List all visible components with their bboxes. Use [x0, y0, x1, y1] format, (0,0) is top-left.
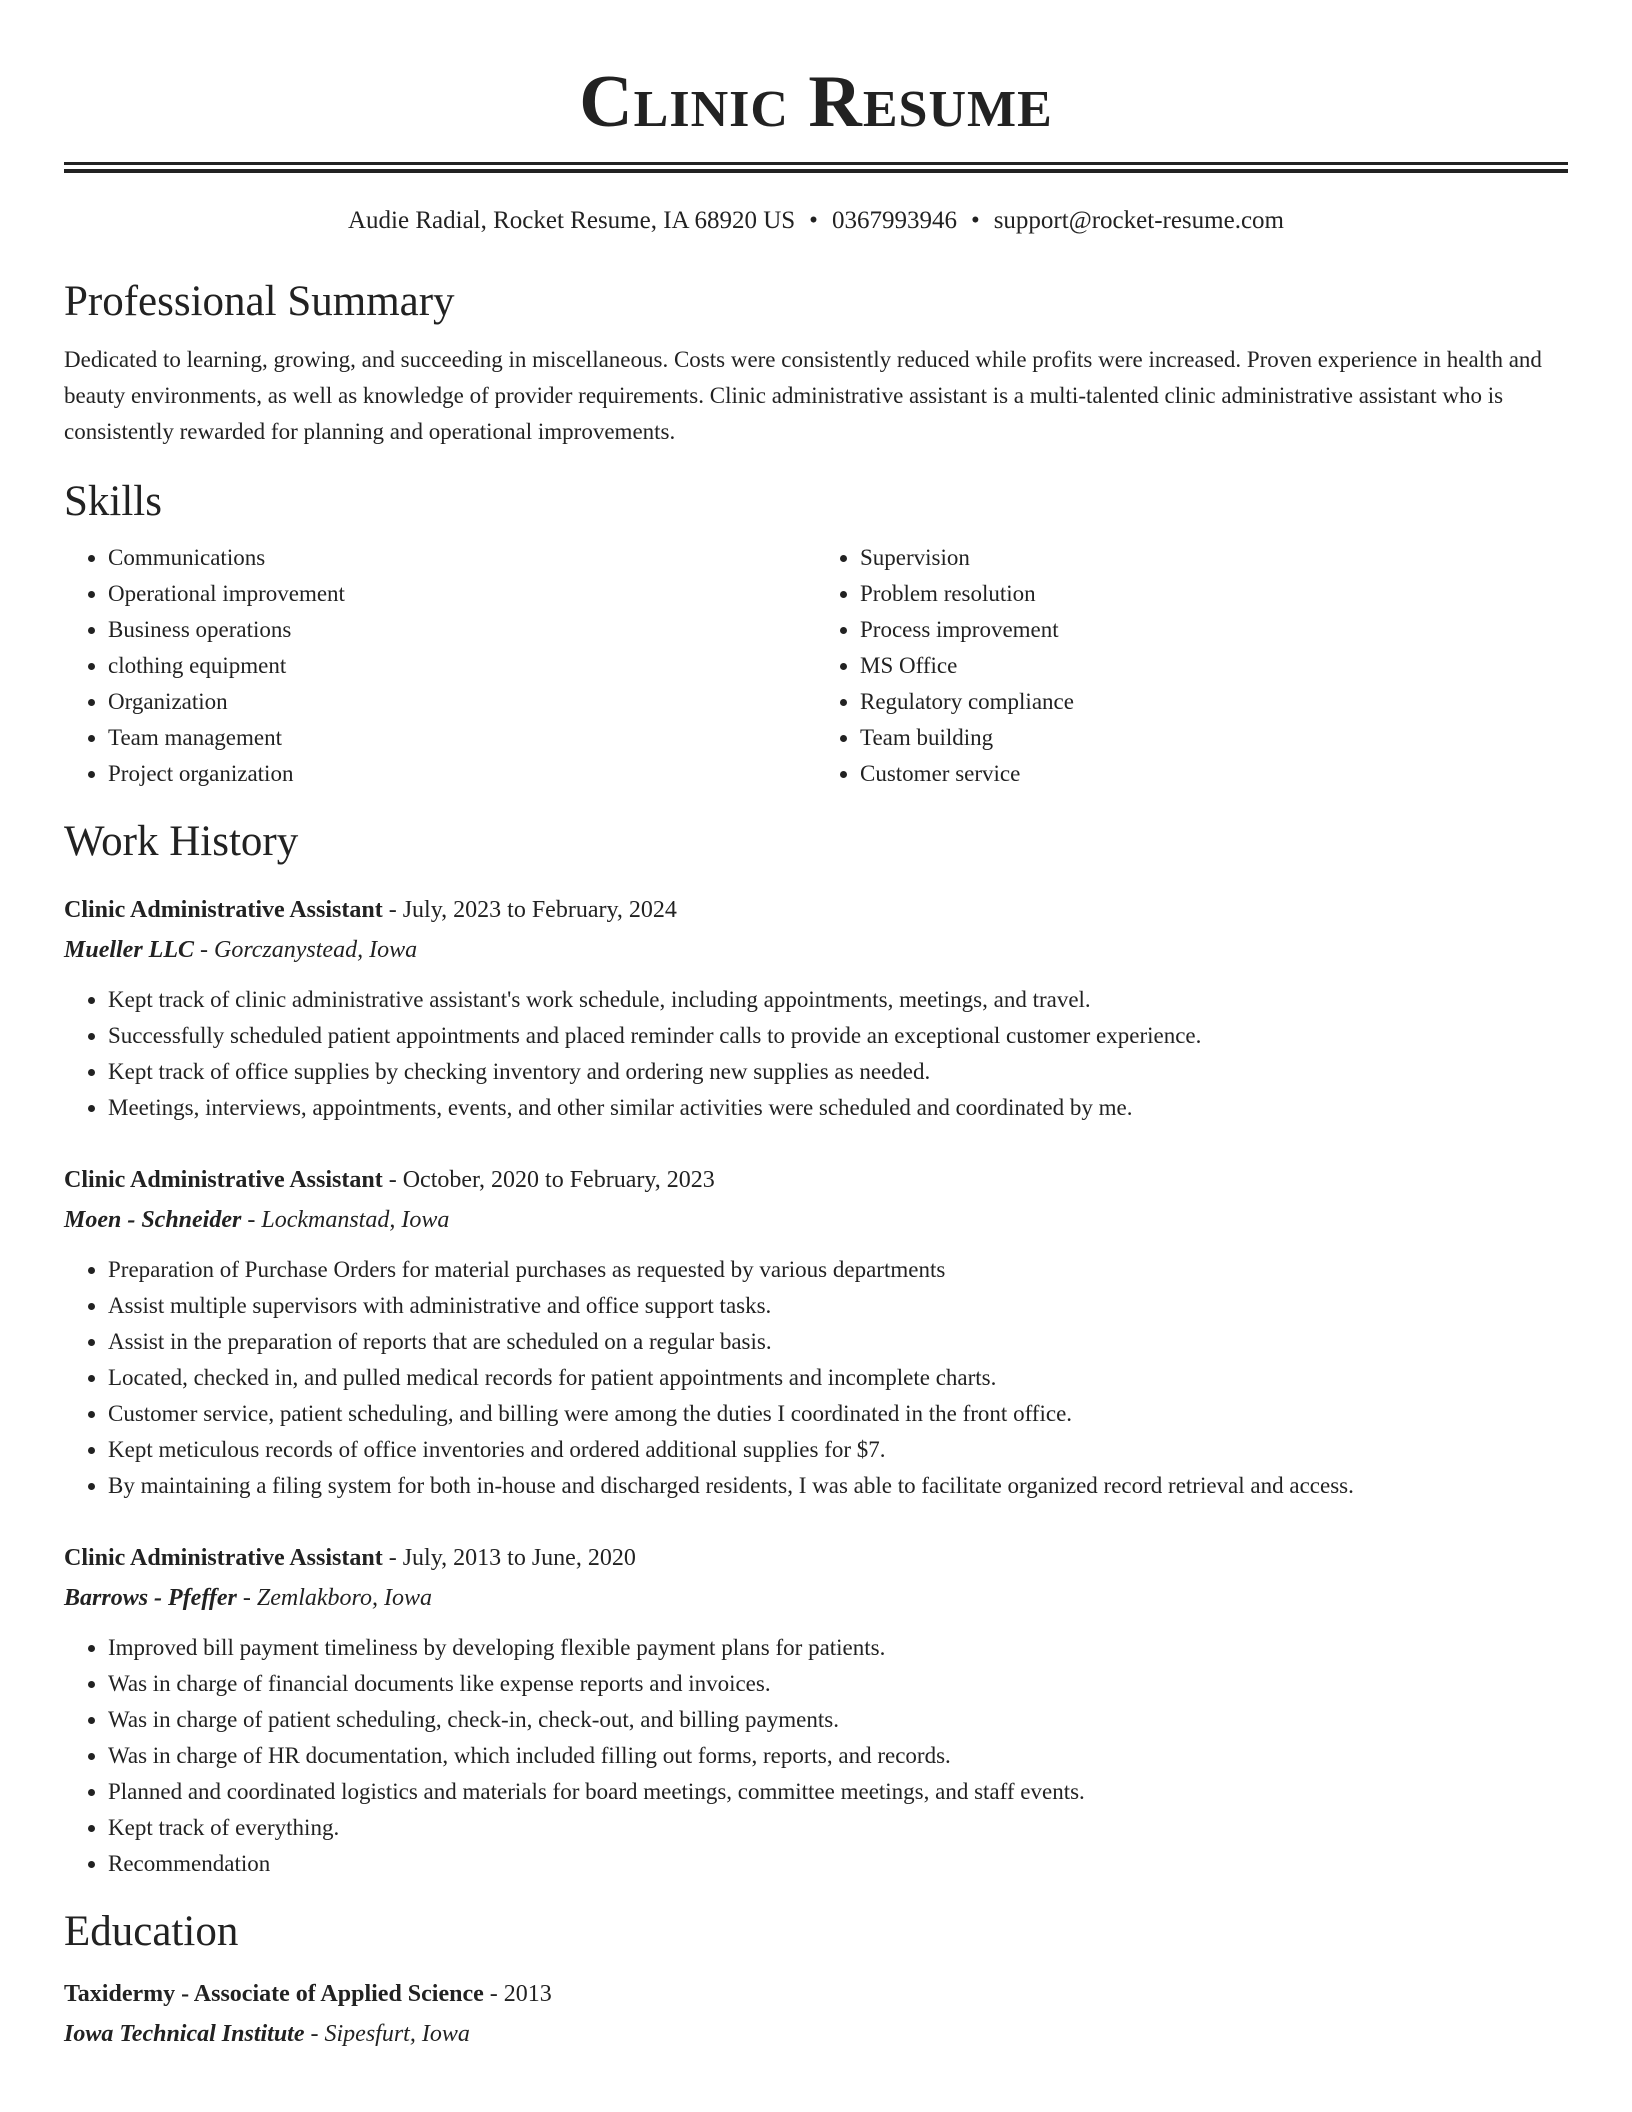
header-double-rule [64, 162, 1568, 173]
skill-item: • Problem resolution [860, 576, 1568, 612]
job-header [64, 892, 1568, 928]
education-school-line [64, 2016, 1568, 2052]
job-bullet: • Located, checked in, and pulled medical records for patient appointments and incomplete charts. [108, 1360, 1568, 1396]
job-dates: October, 2020 to February, 2023 [402, 1167, 715, 1193]
job-entry [64, 1162, 1568, 1504]
education-degree: Taxidermy - Associate of Applied Science [64, 1981, 484, 2007]
education-entry [64, 1976, 1568, 2052]
job-role: Clinic Administrative Assistant [64, 1545, 383, 1571]
job-role: Clinic Administrative Assistant [64, 897, 383, 923]
job-bullets [64, 1630, 1568, 1882]
skills-heading: Skills [64, 478, 162, 525]
dash-separator: - [236, 1585, 257, 1611]
contact-email: support@rocket-resume.com [993, 207, 1284, 234]
skill-item: • Organization [108, 684, 816, 720]
job-header [64, 1162, 1568, 1198]
job-bullet: • Kept meticulous records of office inventories and ordered additional supplies for $7. [108, 1432, 1568, 1468]
job-bullet: • Kept track of everything. [108, 1810, 1568, 1846]
job-entry [64, 892, 1568, 1126]
education-school: Iowa Technical Institute [64, 2021, 305, 2047]
education-year: 2013 [503, 1981, 552, 2007]
job-bullets [64, 982, 1568, 1126]
job-bullet: • Meetings, interviews, appointments, events, and other similar activities were scheduled and coordinated by me. [108, 1090, 1568, 1126]
dash-separator: - [382, 1545, 403, 1571]
job-role: Clinic Administrative Assistant [64, 1167, 383, 1193]
skill-item: • Process improvement [860, 612, 1568, 648]
job-bullet: • Preparation of Purchase Orders for material purchases as requested by various departments [108, 1252, 1568, 1288]
job-bullets [64, 1252, 1568, 1504]
contact-line [64, 206, 1568, 236]
job-employer-line [64, 932, 1568, 968]
skill-item: • clothing equipment [108, 648, 816, 684]
job-bullet: • Was in charge of financial documents like expense reports and invoices. [108, 1666, 1568, 1702]
education-section [64, 1906, 1568, 2052]
job-bullet: • By maintaining a filing system for both in-house and discharged residents, I was able to facilitate organized record retrieval and access. [108, 1468, 1568, 1504]
dash-separator: - [382, 1167, 403, 1193]
education-heading: Education [64, 1908, 239, 1955]
job-bullet: • Recommendation [108, 1846, 1568, 1882]
job-company: Mueller LLC [64, 937, 194, 963]
work-history-heading: Work History [64, 818, 299, 865]
skills-list-right [816, 540, 1568, 792]
skill-item: • Business operations [108, 612, 816, 648]
contact-address: Audie Radial, Rocket Resume, IA 68920 US [348, 207, 796, 234]
job-bullet: • Successfully scheduled patient appointments and placed reminder calls to provide an exceptional customer experience. [108, 1018, 1568, 1054]
summary-heading: Professional Summary [64, 278, 455, 325]
dash-separator: - [304, 2021, 325, 2047]
summary-text: Dedicated to learning, growing, and succeeding in miscellaneous. Costs were consistently reduced while profits were increased. Proven experience in health and beauty environments, as well as knowledge of provider requirements. Clinic administrative assistant is a multi-talented clinic administrative assistant who is consistently rewarded for planning and operational improvements. [64, 347, 1542, 444]
skill-item: • Supervision [860, 540, 1568, 576]
job-company: Moen - Schneider [64, 1207, 242, 1233]
job-employer-line [64, 1580, 1568, 1616]
job-bullet: • Assist in the preparation of reports that are scheduled on a regular basis. [108, 1324, 1568, 1360]
professional-summary-section [64, 276, 1568, 450]
job-bullet: • Was in charge of patient scheduling, check-in, check-out, and billing payments. [108, 1702, 1568, 1738]
skill-item: • Team building [860, 720, 1568, 756]
skills-grid [64, 540, 1568, 792]
dash-separator: - [483, 1981, 504, 2007]
skill-item: • Project organization [108, 756, 816, 792]
resume-name: Clinic Resume [579, 61, 1053, 143]
job-employer-line [64, 1202, 1568, 1238]
job-bullet: • Improved bill payment timeliness by developing flexible payment plans for patients. [108, 1630, 1568, 1666]
contact-separator: • [970, 207, 980, 234]
job-location: Gorczanystead, Iowa [214, 937, 418, 963]
job-bullet: • Assist multiple supervisors with administrative and office support tasks. [108, 1288, 1568, 1324]
job-bullet: • Was in charge of HR documentation, which included filling out forms, reports, and records. [108, 1738, 1568, 1774]
skills-list-left [64, 540, 816, 792]
skill-item: • Communications [108, 540, 816, 576]
dash-separator: - [241, 1207, 262, 1233]
skills-section [64, 476, 1568, 792]
skill-item: • Team management [108, 720, 816, 756]
job-dates: July, 2013 to June, 2020 [402, 1545, 636, 1571]
skill-item: • Regulatory compliance [860, 684, 1568, 720]
education-location: Sipesfurt, Iowa [324, 2021, 470, 2047]
dash-separator: - [382, 897, 403, 923]
job-header [64, 1540, 1568, 1576]
skill-item: • MS Office [860, 648, 1568, 684]
job-location: Zemlakboro, Iowa [256, 1585, 432, 1611]
job-bullet: • Kept track of clinic administrative assistant's work schedule, including appointments, meetings, and travel. [108, 982, 1568, 1018]
contact-phone: 0367993946 [831, 207, 957, 234]
education-header [64, 1976, 1568, 2012]
job-bullet: • Customer service, patient scheduling, and billing were among the duties I coordinated in the front office. [108, 1396, 1568, 1432]
job-bullet: • Planned and coordinated logistics and materials for board meetings, committee meetings, and staff events. [108, 1774, 1568, 1810]
work-history-section [64, 816, 1568, 1882]
job-dates: July, 2023 to February, 2024 [402, 897, 677, 923]
skill-item: • Customer service [860, 756, 1568, 792]
skill-item: • Operational improvement [108, 576, 816, 612]
contact-separator: • [809, 207, 818, 234]
job-bullet: • Kept track of office supplies by checking inventory and ordering new supplies as needed. [108, 1054, 1568, 1090]
job-company: Barrows - Pfeffer [64, 1585, 237, 1611]
job-location: Lockmanstad, Iowa [261, 1207, 450, 1233]
job-entry [64, 1540, 1568, 1882]
dash-separator: - [194, 937, 214, 963]
